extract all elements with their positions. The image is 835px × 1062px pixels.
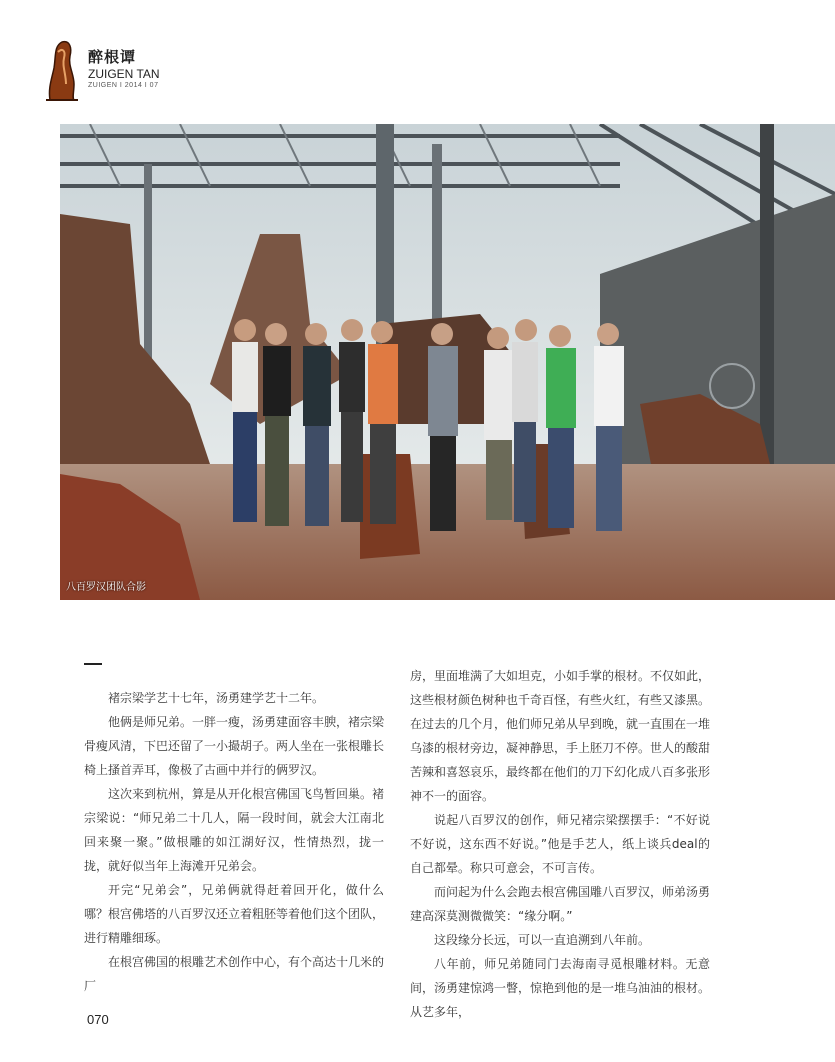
page-number: 070 bbox=[87, 1012, 109, 1027]
paragraph: 而问起为什么会跑去根宫佛国雕八百罗汉，师弟汤勇建高深莫测微微笑：“缘分啊。” bbox=[410, 885, 711, 923]
team-photo bbox=[60, 124, 835, 600]
section-number-one bbox=[84, 663, 102, 665]
masthead-issue-code: ZUIGEN I 2014 I 07 bbox=[88, 82, 159, 89]
masthead-title-cn: 醉根谭 bbox=[88, 48, 137, 66]
root-sculpture-logo bbox=[44, 38, 80, 102]
photo-caption: 八百罗汉团队合影 bbox=[66, 582, 146, 593]
paragraph: 在根宫佛国的根雕艺术创作中心，有个高达十几米的厂 bbox=[84, 955, 385, 993]
paragraph: 他俩是师兄弟。一胖一瘦，汤勇建面容丰腴，褚宗梁骨瘦风清，下巴还留了一小撮胡子。两人坐在一张根雕长椅上搔首弄耳，像极了古画中并行的俩罗汉。 bbox=[84, 715, 385, 777]
masthead-title-en: ZUIGEN TAN bbox=[88, 67, 160, 81]
paragraph: 这次来到杭州，算是从开化根宫佛国飞鸟暂回巢。褚宗梁说：“师兄弟二十几人，隔一段时间，就会大江南北回来聚一聚。”做根雕的如江湖好汉，性情热烈，拢一拢，就好似当年上海滩开兄弟会。 bbox=[84, 787, 385, 873]
article-column-right bbox=[410, 664, 710, 1024]
paragraph: 褚宗梁学艺十七年，汤勇建学艺十二年。 bbox=[108, 691, 325, 705]
article-column-left bbox=[84, 686, 384, 998]
paragraph: 房，里面堆满了大如坦克，小如手掌的根材。不仅如此，这些根材颜色树种也千奇百怪，有些火红，有些又漆黑。在过去的几个月，他们师兄弟从早到晚，就一直围在一堆乌漆的根材旁边，凝神静思，手上胚刀不停。世人的酸甜苦辣和喜怒哀乐，最终都在他们的刀下幻化成八百多张形神不一的面容。 bbox=[410, 669, 711, 803]
paragraph: 说起八百罗汉的创作，师兄褚宗梁摆摆手：“不好说不好说，这东西不好说。”他是手艺人，纸上谈兵deal的自己都晕。称只可意会，不可言传。 bbox=[410, 813, 710, 875]
paragraph: 这段缘分长远，可以一直追溯到八年前。 bbox=[434, 933, 651, 947]
masthead bbox=[88, 49, 160, 91]
paragraph: 八年前，师兄弟随同门去海南寻觅根雕材料。无意间，汤勇建惊鸿一瞥，惊艳到他的是一堆乌油油的根材。从艺多年， bbox=[410, 957, 711, 1019]
paragraph: 开完“兄弟会”，兄弟俩就得赶着回开化，做什么哪？根宫佛塔的八百罗汉还立着粗胚等着他们这个团队，进行精雕细琢。 bbox=[84, 883, 385, 945]
